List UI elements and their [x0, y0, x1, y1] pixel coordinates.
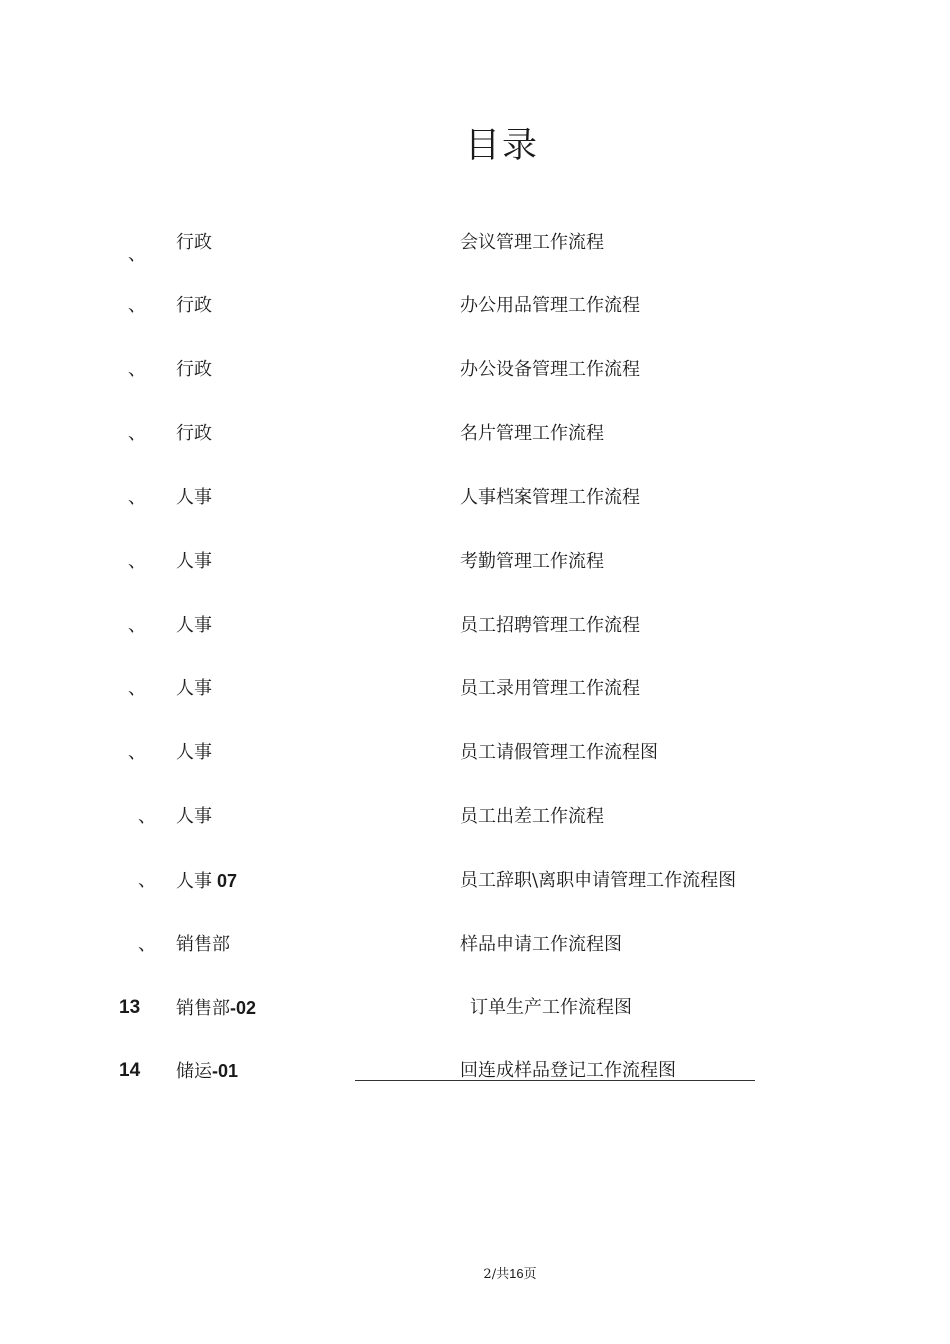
page-number: 2 — [483, 1267, 492, 1282]
toc-department — [176, 674, 212, 704]
toc-department-name: 销售部 — [176, 934, 230, 955]
toc-department-code: -01 — [212, 1061, 239, 1081]
toc-item-title: 人事档案管理工作流程 — [460, 487, 640, 508]
page-total: 16 — [509, 1266, 524, 1281]
toc-department — [176, 738, 212, 768]
toc-item-title: 样品申请工作流程图 — [460, 934, 622, 955]
toc-number: 、 — [138, 870, 156, 891]
toc-department-name: 人事 — [176, 551, 212, 572]
toc-number: 、 — [128, 295, 146, 316]
toc-row — [0, 1056, 950, 1086]
toc-row — [0, 483, 950, 513]
toc-department-name: 人事 — [176, 742, 212, 763]
toc-department — [176, 228, 212, 258]
toc-department — [176, 483, 212, 513]
toc-department — [176, 355, 212, 385]
toc-item-title: 员工招聘管理工作流程 — [460, 615, 640, 636]
toc-item-title: 员工录用管理工作流程 — [460, 678, 640, 699]
toc-number: 、 — [138, 934, 156, 955]
toc-item-title: 考勤管理工作流程 — [460, 551, 604, 572]
toc-department — [176, 993, 256, 1024]
toc-row — [0, 355, 950, 385]
toc-department — [176, 611, 212, 641]
toc-number: 13 — [119, 997, 141, 1018]
toc-row — [0, 930, 950, 960]
toc-number: 、 — [128, 359, 146, 380]
page-footer — [0, 1265, 950, 1284]
toc-row — [0, 802, 950, 832]
toc-number: 、 — [138, 806, 156, 827]
toc-department — [176, 1056, 238, 1087]
toc-department-name: 人事 — [176, 487, 212, 508]
toc-item-title: 名片管理工作流程 — [460, 423, 604, 444]
toc-department — [176, 802, 212, 832]
toc-row — [0, 291, 950, 321]
toc-department-code: 07 — [212, 871, 238, 891]
toc-department-name: 人事 — [176, 806, 212, 827]
toc-department — [176, 419, 212, 449]
toc-item-title: 办公用品管理工作流程 — [460, 295, 640, 316]
underline-rule — [355, 1080, 755, 1081]
toc-department-name: 行政 — [176, 423, 212, 444]
toc-department-name: 销售部 — [176, 998, 230, 1019]
toc-department-name: 行政 — [176, 295, 212, 316]
toc-row — [0, 866, 950, 896]
page-separator: /共 — [491, 1267, 510, 1282]
toc-number: 、 — [128, 615, 146, 636]
toc-row — [0, 738, 950, 768]
toc-number: 、 — [128, 678, 146, 699]
toc-item-title: 会议管理工作流程 — [460, 232, 604, 253]
toc-number: 、 — [128, 244, 146, 265]
toc-department-name: 人事 — [176, 871, 212, 892]
toc-department — [176, 291, 212, 321]
toc-department — [176, 547, 212, 577]
toc-row — [0, 547, 950, 577]
toc-item-title: 订单生产工作流程图 — [470, 997, 632, 1018]
toc-item-title: 办公设备管理工作流程 — [460, 359, 640, 380]
toc-department-code: -02 — [230, 998, 257, 1018]
toc-item-title: 员工辞职\离职申请管理工作流程图 — [460, 870, 737, 891]
toc-item-title: 员工出差工作流程 — [460, 806, 604, 827]
toc-number: 、 — [128, 423, 146, 444]
toc-department-name: 储运 — [176, 1061, 212, 1082]
toc-row — [0, 611, 950, 641]
page-suffix: 页 — [523, 1267, 537, 1282]
toc-row — [0, 419, 950, 449]
toc-department — [176, 930, 230, 960]
toc-department — [176, 866, 237, 897]
toc-department-name: 人事 — [176, 615, 212, 636]
toc-item-title: 员工请假管理工作流程图 — [460, 742, 658, 763]
toc-department-name: 人事 — [176, 678, 212, 699]
toc-row — [0, 674, 950, 704]
toc-number: 、 — [128, 742, 146, 763]
toc-number: 、 — [128, 487, 146, 508]
toc-row — [0, 228, 950, 265]
toc-item-title: 回连成样品登记工作流程图 — [460, 1060, 676, 1081]
toc-row — [0, 993, 950, 1023]
page-title: 目录 — [464, 126, 539, 166]
toc-department-name: 行政 — [176, 359, 212, 380]
toc-number: 、 — [128, 551, 146, 572]
toc-department-name: 行政 — [176, 232, 212, 253]
toc-number: 14 — [119, 1060, 141, 1081]
